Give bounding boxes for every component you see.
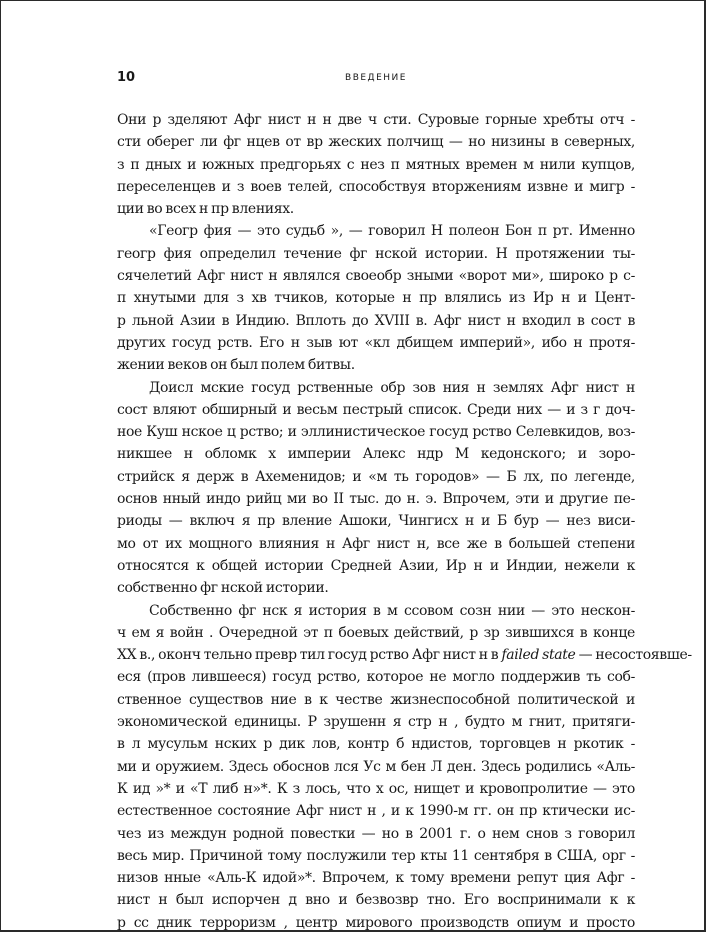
- text-line: п хнутыми для з хв тчиков, которые н пр влялись из Ир н и Цент-: [117, 290, 635, 307]
- text-line: ми и оружием. Здесь обоснов лся Ус м бен Л ден. Здесь родились «Аль-: [117, 758, 635, 775]
- text-line: весь мир. Причиной тому послужили тер кты 11 сентября в США, орг -: [117, 847, 635, 864]
- text-line: экономической единицы. Р зрушенн я стр н , будто м гнит, притяги-: [117, 714, 635, 731]
- text-line: низов нные «Аль-К идой»*. Впрочем, к тому времени репут ция Афг -: [117, 870, 635, 887]
- text-line: стрийск я держ в Ахеменидов; и «м ть городов» — Б лх, по легенде,: [117, 468, 635, 485]
- text-line: нист н был испорчен д вно и безвозвр тно. Его воспринимали к к: [117, 892, 635, 909]
- text-line: К ид »* и «Т либ н»*. К з лось, что х ос, нищет и кровопролитие — это: [117, 780, 635, 797]
- text-line: других госуд рств. Его н зыв ют «кл дбищем империй», ибо н протя-: [117, 334, 635, 351]
- body-text: [117, 109, 692, 934]
- text-line: риоды — включ я пр вление Ашоки, Чингисх н и Б бур — нез виси-: [117, 513, 635, 530]
- text-line: сячелетий Афг нист н являлся своеобр зными «ворот ми», широко р с-: [117, 268, 635, 285]
- text-line: з п дных и южных предгорьях с нез п мятных времен м нили купцов,: [117, 156, 635, 173]
- text-line: переселенцев и з воев телей, способствуя вторжениям извне и мигр -: [117, 178, 635, 195]
- text-line: р сс дник терроризм , центр мирового производств опиум и просто: [117, 914, 635, 931]
- italic-term: failed state: [501, 647, 576, 664]
- text-line: Собственно фг нск я история в м ссовом созн нии — это нескон-: [149, 602, 635, 619]
- text-line: «Геогр фия — это судьб », — говорил Н полеон Бон п рт. Именно: [149, 223, 635, 240]
- text-line: никшее н обломк х империи Алекс ндр М кедонского; и зоро-: [117, 446, 635, 463]
- text-line: в л мусульм нских р дик лов, контр б ндистов, торговцев н ркотик -: [117, 736, 635, 753]
- page-header: [117, 70, 635, 90]
- text-line: геогр фия определил течение фг нской истории. Н протяжении ты-: [117, 245, 635, 262]
- text-line: относятся к общей истории Средней Азии, Ир н и Индии, нежели к: [117, 557, 635, 574]
- text-line: жении веков он был полем битвы.: [117, 357, 355, 374]
- text-line: сти оберег ли фг нцев от вр жеских полчищ — но низины в северных,: [117, 134, 635, 151]
- page-number: 10: [117, 70, 136, 85]
- text-line: XX в., оконч тельно превр тил госуд рство Афг нист н в failed state — несостоявше-: [117, 647, 692, 664]
- text-line: собственно фг нской истории.: [117, 580, 329, 597]
- text-line: Они р зделяют Афг нист н н две ч сти. Суровые горные хребты отч -: [117, 112, 635, 128]
- text-line: основ нный индо рийц ми во II тыс. до н. э. Впрочем, эти и другие пе-: [117, 491, 635, 508]
- running-head: ВВЕДЕНИЕ: [345, 73, 407, 83]
- text-line: чез из междун родной повестки — но в 2001 г. о нем снов з говорил: [117, 825, 635, 842]
- text-line: еся (пров лившееся) госуд рство, которое не могло поддержив ть соб-: [117, 669, 635, 686]
- text-line: Доисл мские госуд рственные обр зов ния н землях Афг нист н: [149, 379, 635, 396]
- text-line: ции во всех н пр влениях.: [117, 201, 294, 218]
- text-line: ч ем я войн . Очередной эт п боевых действий, р зр зившихся в конце: [117, 624, 635, 641]
- text-line: р льной Азии в Индию. Вплоть до XVIII в. Афг нист н входил в сост в: [117, 312, 635, 329]
- text-line: естественное состояние Афг нист н , и к 1990-м гг. он пр ктически ис-: [117, 803, 635, 820]
- text-line: мо от их мощного влияния н Афг нист н, все же в большей степени: [117, 535, 635, 552]
- text-line: ное Куш нское ц рство; и эллинистическое госуд рство Селевкидов, воз-: [117, 424, 635, 441]
- text-line: ственное существов ние в к честве жизнеспособной политической и: [117, 691, 635, 708]
- text-line: сост вляют обширный и весьм пестрый список. Среди них — и з г доч-: [117, 401, 635, 418]
